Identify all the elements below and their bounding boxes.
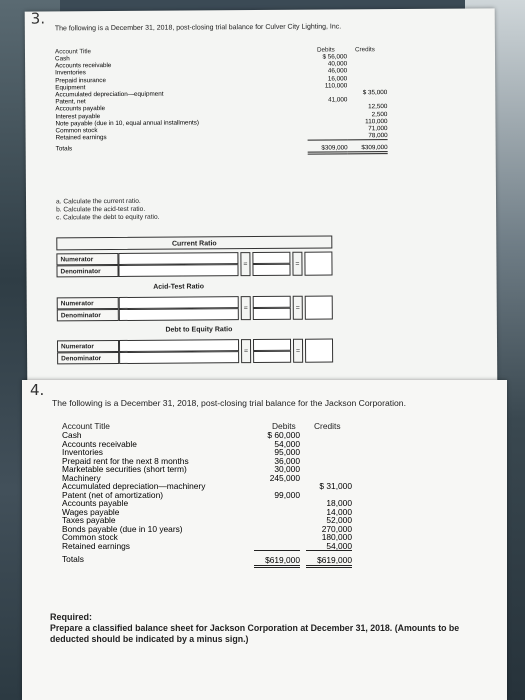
p3-row-credit: 12,500 [368, 103, 388, 111]
problem-4-sheet [22, 380, 507, 700]
current-ratio-denominator-row [56, 264, 332, 278]
required-text: Prepare a classified balance sheet for Jackson Corporation at December 31, 2018. (Amounts to be deducted should be indicated by a minus sign.) [50, 623, 460, 644]
p3-row-debit: $ 56,000 [322, 53, 348, 61]
p3-header-title: Account Title [54, 48, 92, 56]
problem-3-sheet [25, 8, 498, 386]
p4-title-column [62, 431, 262, 564]
numerator-label: Numerator [56, 253, 118, 265]
p3-total-credit: $309,000 [348, 144, 388, 154]
p4-row-title: Bonds payable (due in 10 years) [62, 523, 183, 534]
p4-row-credit: 14,000 [326, 506, 352, 517]
p4-row-debit [254, 516, 300, 525]
p3-row-title: Prepaid insurance [55, 76, 106, 84]
question-b: b. Calculate the acid-test ratio. [56, 205, 146, 214]
acid-test-ratio-title: Acid-Test Ratio [153, 283, 205, 291]
p3-row-title: Accumulated depreciation—equipment [55, 90, 164, 99]
acid-test-denominator-input[interactable] [119, 308, 239, 321]
denominator-label: Denominator [57, 309, 119, 321]
debt-equity-result[interactable] [305, 339, 333, 363]
p4-row-debit [254, 533, 300, 542]
p3-row-title: Retained earnings [55, 134, 107, 142]
p4-total-credit: $619,000 [306, 556, 352, 568]
p3-debit-column [307, 53, 348, 155]
p3-row-credit: 2,500 [371, 110, 388, 118]
p3-row-credit: 110,000 [365, 117, 388, 125]
problem-4-intro: The following is a December 31, 2018, post-closing trial balance for the Jackson Corporation. [52, 398, 406, 408]
debt-to-equity-ratio-table [57, 323, 333, 371]
current-ratio-fraction-den[interactable] [252, 264, 290, 276]
p3-row-title: Interest payable [55, 112, 101, 120]
p3-row-title: Equipment [55, 83, 86, 92]
p4-row-debit [254, 508, 300, 517]
p4-credit-column [306, 431, 352, 568]
p4-row-credit [306, 457, 352, 466]
p4-total-debit: $619,000 [254, 556, 300, 568]
p4-row-credit: 52,000 [326, 515, 352, 525]
p4-row-title: Machinery [62, 472, 101, 483]
p4-row-title: Retained earnings [62, 540, 130, 551]
p3-row-credit: $ 35,000 [362, 89, 388, 97]
p4-row-credit [306, 448, 352, 457]
p3-row-debit: 40,000 [327, 60, 348, 68]
p4-row-debit: 30,000 [274, 464, 300, 474]
p3-questions [56, 198, 160, 223]
p4-row-title: Accounts receivable [62, 438, 137, 449]
acid-test-numerator-input[interactable] [119, 296, 239, 309]
current-ratio-result[interactable] [304, 252, 332, 276]
p4-row-debit [254, 542, 300, 552]
required-label: Required: [50, 612, 93, 622]
p3-row-debit: 46,000 [327, 67, 348, 75]
p4-debit-column [254, 431, 300, 568]
current-ratio-title: Current Ratio [56, 236, 332, 251]
equals-sign: = [293, 339, 303, 363]
p4-row-credit [306, 440, 352, 449]
acid-test-ratio-table [57, 280, 333, 328]
debt-to-equity-ratio-title: Debt to Equity Ratio [165, 326, 233, 334]
equals-sign: = [241, 296, 251, 320]
p4-row-title: Marketable securities (short term) [62, 464, 187, 474]
p3-row-title: Cash [55, 55, 70, 63]
p4-row-title: Patent (net of amortization) [62, 489, 164, 500]
p3-row-debit: 41,000 [328, 96, 348, 104]
p3-row-title: Totals [55, 145, 73, 153]
p4-row-credit: 180,000 [321, 532, 352, 542]
acid-test-fraction-den[interactable] [253, 308, 291, 320]
acid-test-result[interactable] [305, 296, 333, 320]
p3-row-debit [308, 132, 348, 140]
current-ratio-numerator-input[interactable] [118, 252, 238, 265]
p3-row-title: Patent, net [55, 98, 86, 106]
p3-row-title: Accounts payable [55, 105, 106, 113]
current-ratio-denominator-input[interactable] [118, 264, 238, 277]
p4-row-credit: 270,000 [321, 523, 352, 534]
p3-header-debits: Debits [316, 46, 335, 54]
p4-row-debit: 54,000 [274, 438, 300, 449]
p4-row-title: Wages payable [62, 506, 120, 517]
p4-row-debit: 99,000 [274, 489, 300, 500]
equals-sign: = [293, 296, 303, 320]
p4-row-credit: 18,000 [326, 498, 352, 508]
p4-header-credits: Credits [314, 421, 341, 431]
p4-row-credit [306, 465, 352, 474]
debt-equity-denominator-row [57, 351, 333, 365]
p4-row-title: Inventories [62, 447, 103, 457]
p4-row-title: Taxes payable [62, 515, 116, 525]
acid-test-fraction-num[interactable] [253, 296, 291, 308]
denominator-label: Denominator [56, 265, 118, 277]
denominator-label: Denominator [57, 352, 119, 364]
p4-row-debit: 245,000 [269, 472, 300, 483]
p4-header-debits: Debits [272, 421, 296, 431]
equals-sign: = [240, 252, 250, 276]
p4-row-debit [254, 525, 300, 534]
problem-4-number: 4. [30, 381, 45, 399]
p4-row-title: Accumulated depreciation—machinery [62, 481, 206, 491]
p4-row-debit: $ 60,000 [267, 430, 300, 440]
acid-test-denominator-row [57, 308, 333, 322]
p4-row-credit: $ 31,000 [319, 481, 352, 491]
p3-total-debit: $309,000 [308, 145, 348, 155]
p4-row-title: Cash [62, 430, 82, 440]
numerator-label: Numerator [57, 340, 119, 352]
p4-row-title: Common stock [62, 532, 118, 542]
equals-sign: = [292, 252, 302, 276]
question-c: c. Calculate the debt to equity ratio. [56, 213, 160, 222]
debt-equity-fraction-den[interactable] [253, 351, 291, 363]
p3-header-credits: Credits [354, 46, 375, 54]
debt-equity-fraction-num[interactable] [253, 339, 291, 351]
problem-3-intro: The following is a December 31, 2018, post-closing trial balance for Culver City Lighting, Inc. [54, 23, 342, 33]
p3-row-title: Accounts receivable [55, 62, 112, 70]
p4-row-credit [306, 431, 352, 440]
p4-row-title: Prepaid rent for the next 8 months [62, 455, 189, 466]
current-ratio-fraction-num[interactable] [252, 252, 290, 264]
current-ratio-table [56, 236, 332, 284]
debt-equity-numerator-input[interactable] [119, 339, 239, 352]
p3-row-debit: 110,000 [324, 82, 348, 90]
p4-row-title: Totals [62, 554, 84, 564]
p3-credit-column [347, 53, 388, 155]
equals-sign: = [241, 339, 251, 363]
p3-row-debit: 16,000 [327, 74, 348, 83]
p3-title-column [55, 54, 286, 153]
p4-header-title: Account Title [62, 421, 110, 431]
p3-row-title: Inventories [55, 69, 86, 77]
p4-row-title: Accounts payable [62, 498, 129, 508]
question-a: a. Calculate the current ratio. [56, 197, 141, 206]
problem-3-number: 3. [30, 9, 46, 28]
p4-row-debit: 36,000 [274, 455, 300, 466]
numerator-label: Numerator [57, 297, 119, 309]
p3-row-title: Note payable (due in 10, equal annual installments) [55, 119, 200, 128]
debt-equity-denominator-input[interactable] [119, 351, 239, 364]
p4-row-debit [254, 499, 300, 508]
p3-row-credit: 71,000 [368, 124, 388, 133]
p4-row-credit: 54,000 [306, 542, 352, 552]
p4-row-debit: 95,000 [274, 447, 300, 457]
p3-row-title: Common stock [55, 127, 98, 135]
p3-row-credit: 78,000 [348, 132, 388, 140]
